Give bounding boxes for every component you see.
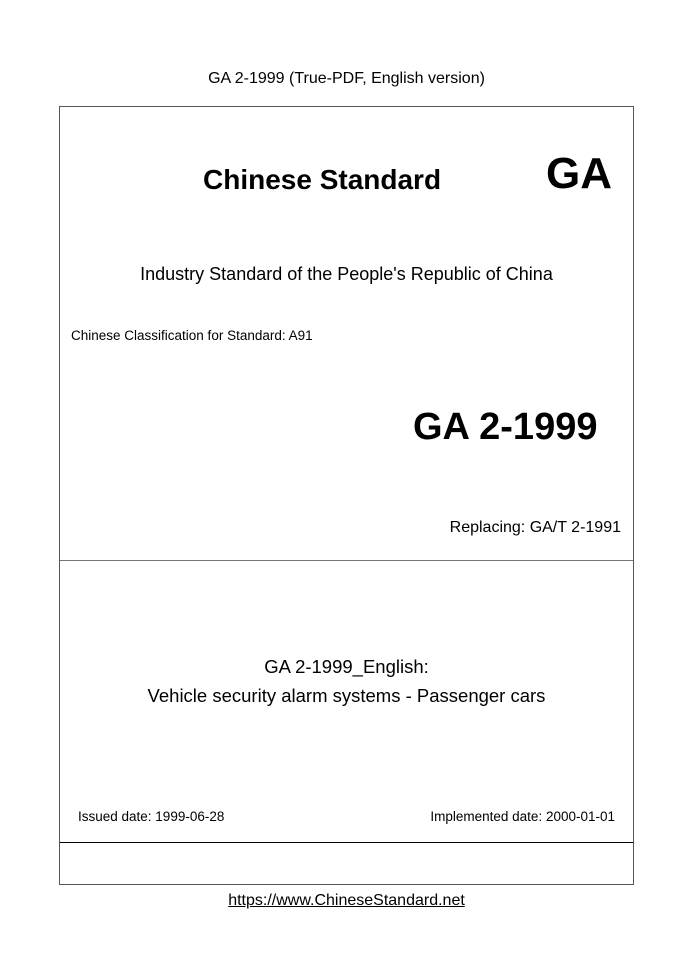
classification-line: Chinese Classification for Standard: A91 xyxy=(71,328,313,343)
website-link[interactable]: https://www.ChineseStandard.net xyxy=(228,892,465,909)
cover-upper-section xyxy=(60,107,633,561)
website-link-container xyxy=(0,892,693,910)
standard-number: GA 2-1999 xyxy=(413,406,598,448)
industry-standard-line: Industry Standard of the People's Republic of China xyxy=(140,264,553,284)
cover-frame xyxy=(59,106,634,885)
cover-footer-strip xyxy=(60,843,633,885)
cover-lower-section xyxy=(60,561,633,843)
document-name-line-1: GA 2-1999_English: xyxy=(264,656,429,677)
document-name xyxy=(60,652,633,710)
document-name-line-2: Vehicle security alarm systems - Passenger cars xyxy=(147,685,546,706)
standard-label: Chinese Standard xyxy=(203,164,442,195)
implemented-date: Implemented date: 2000-01-01 xyxy=(430,809,615,824)
standard-prefix: GA xyxy=(546,149,612,198)
document-header: GA 2-1999 (True-PDF, English version) xyxy=(208,70,485,87)
replacing-line: Replacing: GA/T 2-1991 xyxy=(449,519,621,536)
issued-date: Issued date: 1999-06-28 xyxy=(78,809,225,824)
